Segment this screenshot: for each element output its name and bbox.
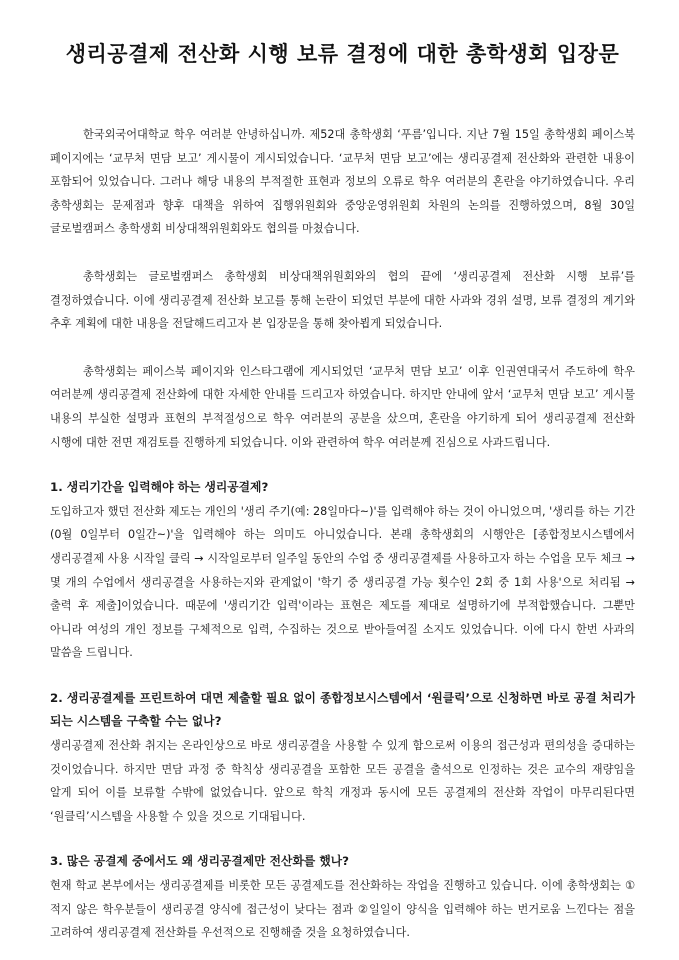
section-3-heading: 3. 많은 공결제 중에서도 왜 생리공결제만 전산화를 했나? xyxy=(50,854,349,869)
section-1-heading: 1. 생리기간을 입력해야 하는 생리공결제? xyxy=(50,480,269,495)
intro-paragraph-2: 총학생회는 글로벌캠퍼스 총학생회 비상대책위원회와의 협의 끝에 ‘생리공결제 전산화 시행 보류’를 결정하였습니다. 이에 생리공결제 전산화 보고를 통해 논란이 되었던 부분에 대한 사과와 경위 설명, 보류 결정의 계기와 추후 계획에 대한 내용을 전달해드리고자 본 입장문을 통해 찾아뵙게 되었습니다. xyxy=(50,269,635,331)
spacer xyxy=(50,68,635,123)
section-3 xyxy=(50,850,635,944)
section-2 xyxy=(50,687,635,829)
spacer xyxy=(50,828,635,850)
document-title: 생리공결제 전산화 시행 보류 결정에 대한 총학생회 입장문 xyxy=(65,42,620,66)
spacer xyxy=(50,665,635,687)
spacer xyxy=(50,241,635,265)
section-2-heading: 2. 생리공결제를 프린트하여 대면 제출할 필요 없이 종합정보시스템에서 ‘원클릭’으로 신청하면 바로 공결 처리가 되는 시스템을 구축할 수는 없나? xyxy=(50,690,635,729)
section-1-body: 도입하고자 했던 전산화 제도는 개인의 '생리 주기(예: 28일마다~)'를 입력해야 하는 것이 아니었으며, '생리를 하는 기간(0월 0일부터 0일간~)'을 입력해야 하는 의미도 아니었습니다. 본래 총학생회의 시행안은 [종합정보시스템에서 생리공결제 사용 시작일 클릭 → 시작일로부터 일주일 동안의 수업 중 생리공결제를 사용하고자 하는 수업을 모두 체크 → 몇 개의 수업에서 생리공결을 사용하는지와 관계없이 '학기 중 생리공결 가능 횟수인 2회 중 1회 사용'으로 처리됨 → 출력 후 제출]이었습니다. 때문에 '생리기간 입력'이라는 표현은 제도를 제대로 설명하기에 부적합했습니다. 그뿐만 아니라 여성의 개인 정보를 구체적으로 입력, 수집하는 것으로 받아들여질 소지도 있었습니다. 이에 다시 한번 사과의 말씀을 드립니다. xyxy=(50,504,636,660)
section-1 xyxy=(50,476,635,665)
intro-paragraph-1: 한국외국어대학교 학우 여러분 안녕하십니까. 제52대 총학생회 ‘푸름’입니다. 지난 7월 15일 총학생회 페이스북 페이지에는 ‘교무처 면담 보고’ 게시물이 게시되었습니다. ‘교무처 면담 보고’에는 생리공결제 전산화와 관련한 내용이 포함되어 있었습니다. 그러나 해당 내용의 부적절한 표현과 정보의 오류로 학우 여러분의 혼란을 야기하였습니다. 우리 총학생회는 문제점과 향후 대책을 위하여 집행위원회와 중앙운영위원회 차원의 논의를 진행하였으며, 8월 30일 글로벌캠퍼스 총학생회 비상대책위원회와도 협의를 마쳤습니다. xyxy=(50,128,635,236)
intro-paragraph-3: 총학생회는 페이스북 페이지와 인스타그램에 게시되었던 ‘교무처 면담 보고’ 이후 인권연대국서 주도하에 학우 여러분께 생리공결제 전산화에 대한 자세한 안내를 드리고자 하였습니다. 하지만 안내에 앞서 ‘교무처 면담 보고’ 게시물 내용의 부실한 설명과 표현의 부적절성으로 학우 여러분의 공분을 샀으며, 혼란을 야기하게 되어 생리공결제 전산화 시행에 대한 전면 재검토를 진행하게 되었습니다. 이와 관련하여 학우 여러분께 진심으로 사과드립니다. xyxy=(50,364,635,449)
section-2-body: 생리공결제 전산화 취지는 온라인상으로 바로 생리공결을 사용할 수 있게 함으로써 이용의 접근성과 편의성을 증대하는 것이었습니다. 하지만 면담 과정 중 학칙상 생리공결을 포함한 모든 공결을 출석으로 인정하는 것은 교수의 재량임을 알게 되어 이를 보류할 수밖에 없었습니다. 앞으로 학칙 개정과 동시에 모든 공결제의 전산화 작업이 마무리된다면 ‘원클릭’시스템을 사용할 수 있을 것으로 기대됩니다. xyxy=(50,739,635,823)
section-3-body: 현재 학교 본부에서는 생리공결제를 비롯한 모든 공결제도를 전산화하는 작업을 진행하고 있습니다. 이에 총학생회는 ① 적지 않은 학우분들이 생리공결 양식에 접근성이 낮다는 점과 ②일일이 양식을 입력해야 하는 번거로움 느낀다는 점을 고려하여 생리공결제 전산화를 우선적으로 진행해줄 것을 요청하였습니다. xyxy=(50,879,635,940)
spacer xyxy=(50,336,635,360)
spacer xyxy=(50,454,635,476)
